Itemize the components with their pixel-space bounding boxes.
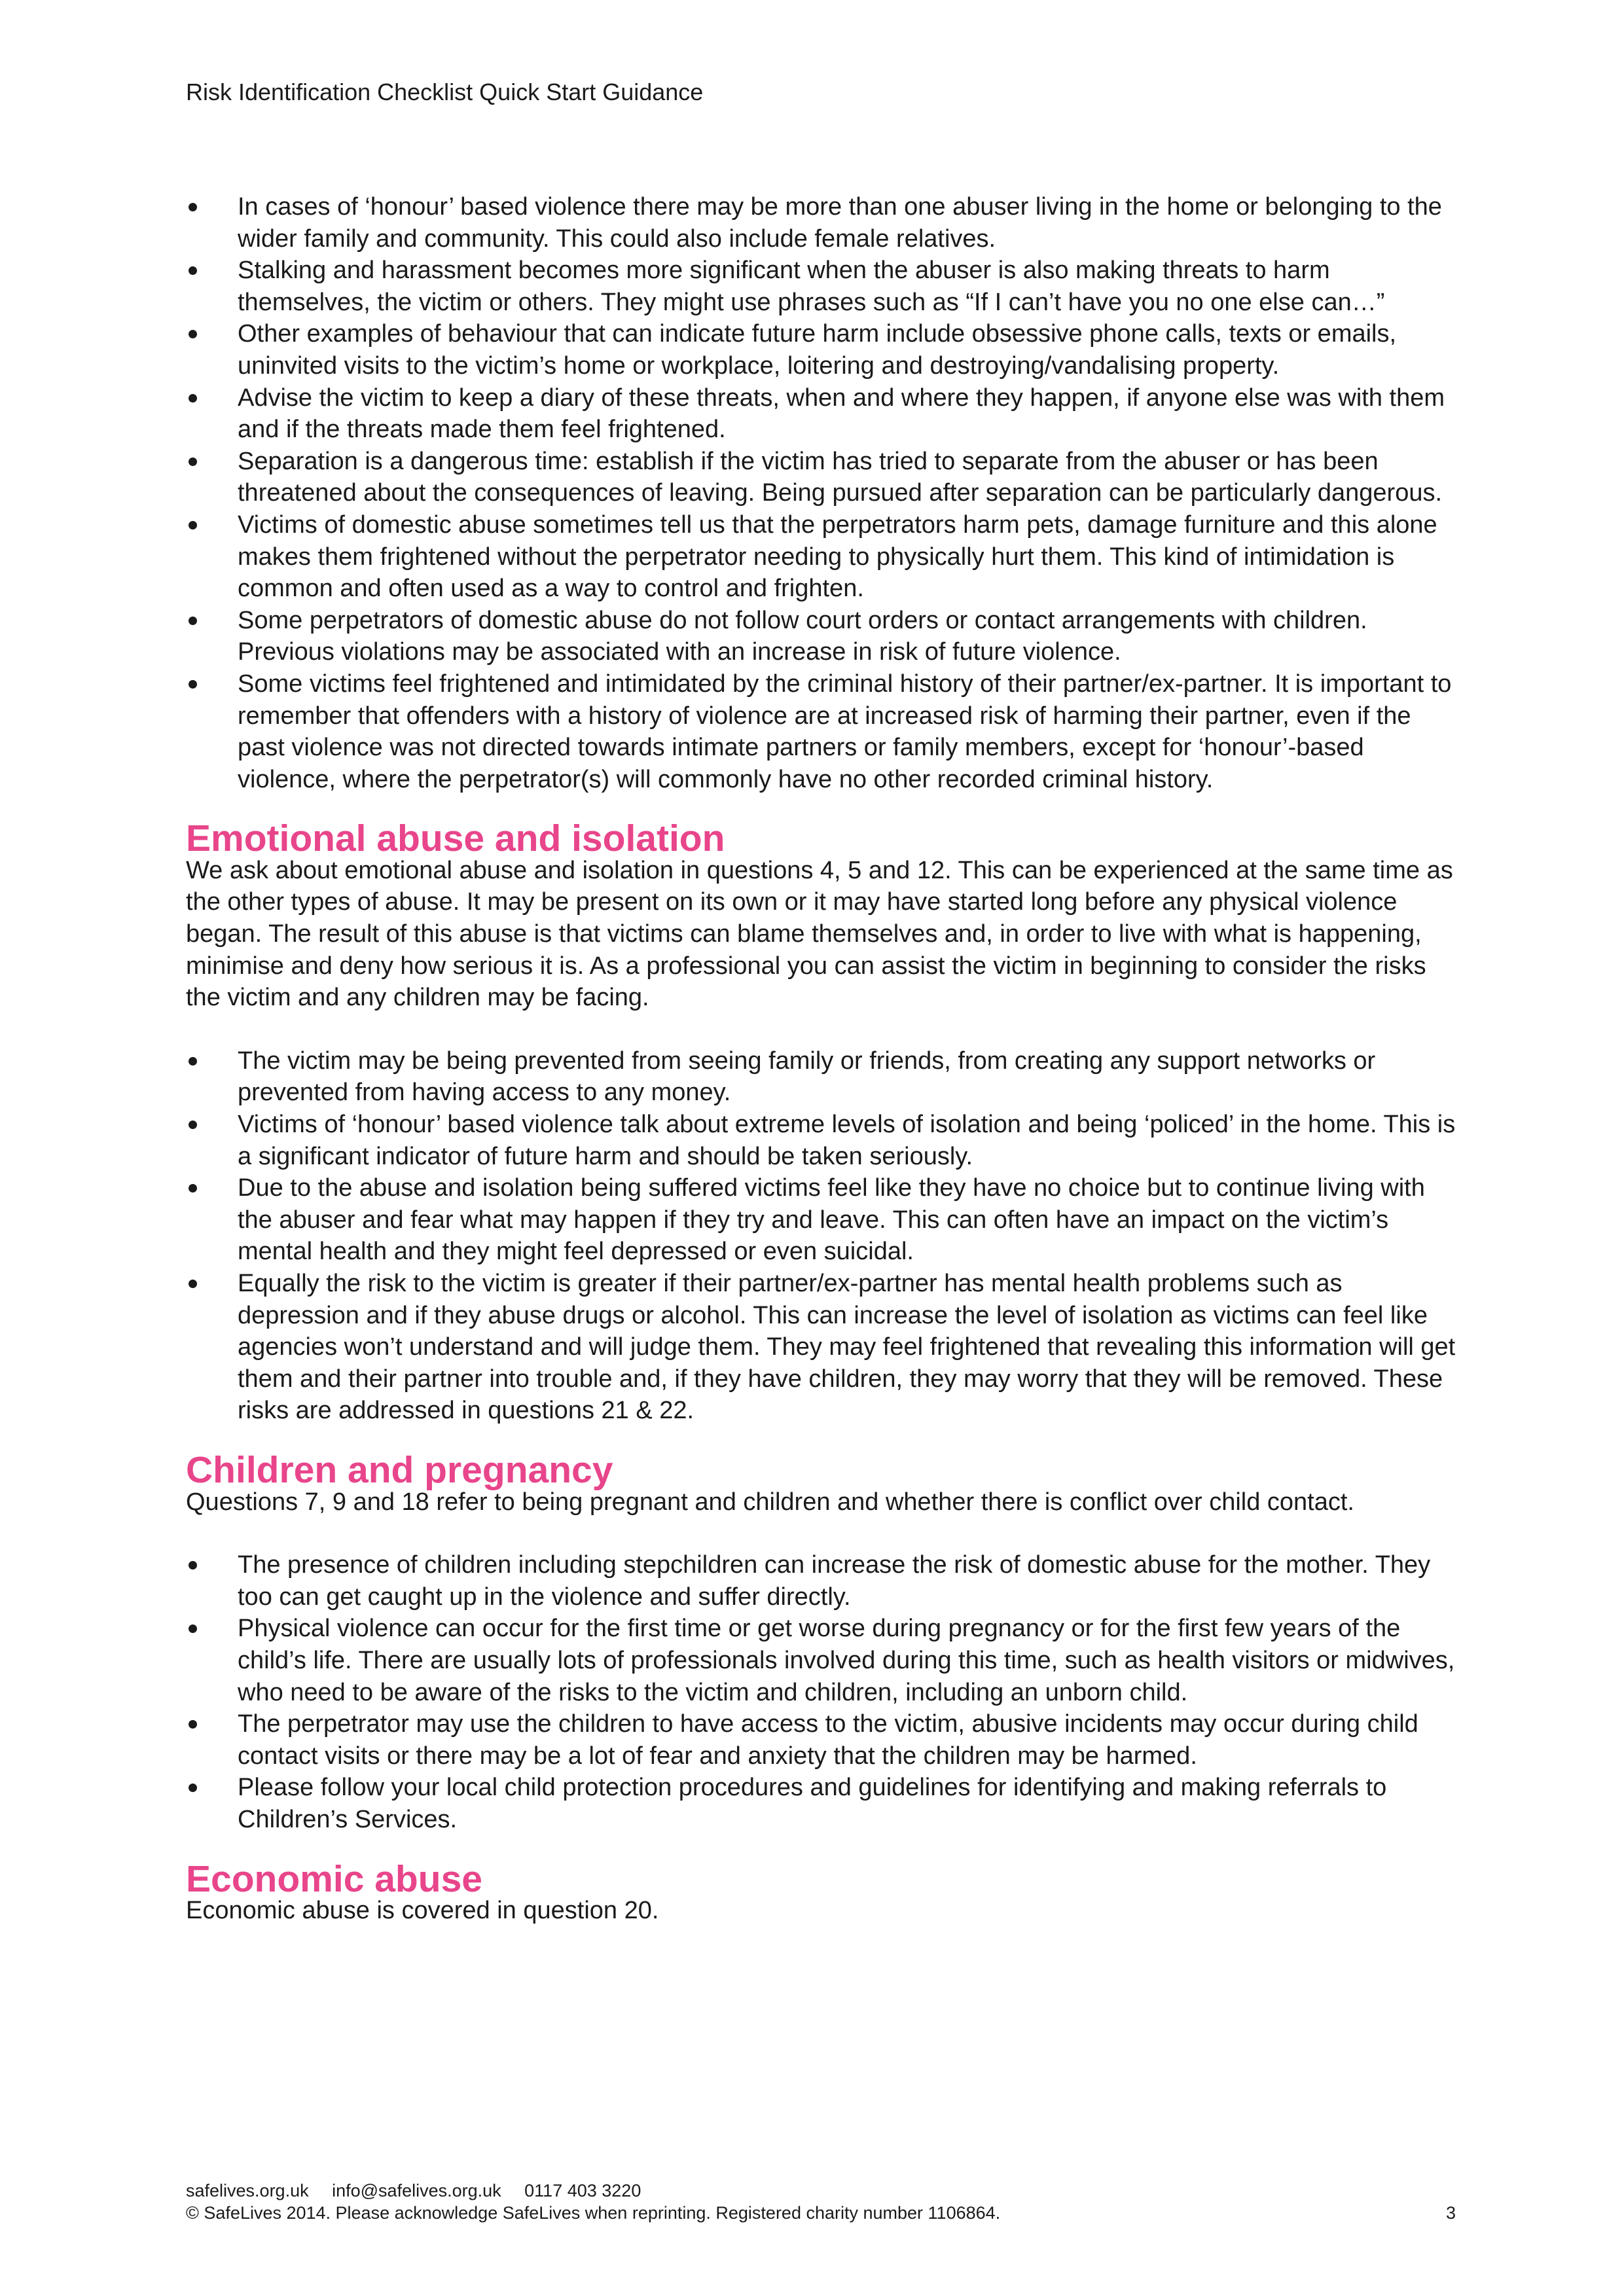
footer-phone: 0117 403 3220 (524, 2181, 641, 2200)
list-item (186, 668, 1456, 795)
list-item (186, 191, 1456, 255)
list-item-text: The presence of children including stepchildren can increase the risk of domestic abuse for the mother. They too can get caught up in the violence and suffer directly. (238, 1551, 1431, 1611)
footer-contact-line (186, 2179, 1456, 2202)
list-item (186, 509, 1456, 605)
list-item-text: Due to the abuse and isolation being suffered victims feel like they have no choice but to continue living with the abuser and fear what may happen if they try and leave. This can often have an impact on the victim’s mental health and they might feel depressed or even suicidal. (238, 1174, 1425, 1266)
list-item-text: Some perpetrators of domestic abuse do not follow court orders or contact arrangements with children. Previous violations may be associated with an increase in risk of future violence. (238, 606, 1367, 666)
list-item-text: In cases of ‘honour’ based violence there may be more than one abuser living in the home or belonging to the wider family and community. This could also include female relatives. (238, 193, 1442, 253)
list-item (186, 1109, 1456, 1172)
page-content (186, 191, 1456, 1927)
page-footer (186, 2179, 1456, 2224)
list-item-text: Advise the victim to keep a diary of these threats, when and where they happen, if anyone else was with them and if the threats made them feel frightened. (238, 384, 1445, 444)
list-item-text: Please follow your local child protection procedures and guidelines for identifying and making referrals to Children’s Services. (238, 1774, 1387, 1833)
list-item-text: Physical violence can occur for the first time or get worse during pregnancy or for the first few years of the child’s life. There are usually lots of professionals involved during this time, such as health visitors or midwives, who need to be aware of the risks to the victim and children, including an unborn child. (238, 1615, 1455, 1706)
list-item (186, 255, 1456, 318)
footer-website-link[interactable]: safelives.org.uk (186, 2181, 309, 2200)
children-pregnancy-paragraph: Questions 7, 9 and 18 refer to being pregnant and children and whether there is conflict over child contact. (186, 1488, 1354, 1516)
section-heading-economic-abuse: Economic abuse (186, 1857, 482, 1900)
economic-abuse-paragraph: Economic abuse is covered in question 20. (186, 1897, 659, 1925)
footer-copyright: © SafeLives 2014. Please acknowledge SafeLives when reprinting. Registered charity number 1106864. (186, 2203, 1001, 2223)
list-item (186, 1268, 1456, 1427)
footer-email-link[interactable]: info@safelives.org.uk (332, 2181, 501, 2200)
list-item (186, 1172, 1456, 1268)
list-item-text: Victims of domestic abuse sometimes tell us that the perpetrators harm pets, damage furniture and this alone makes them frightened without the perpetrator needing to physically hurt them. This kind of intimidation is common and often used as a way to control and frighten. (238, 511, 1437, 603)
page-header-title: Risk Identification Checklist Quick Start Guidance (186, 79, 704, 105)
list-item-text: Equally the risk to the victim is greater if their partner/ex-partner has mental health problems such as depression and if they abuse drugs or alcohol. This can increase the level of isolation as victims can feel like agencies won’t understand and will judge them. They may feel frightened that revealing this information will get them and their partner into trouble and, if they have children, they may worry that they will be removed. These risks are addressed in questions 21 & 22. (238, 1270, 1456, 1425)
list-item-text: Some victims feel frightened and intimidated by the criminal history of their partner/ex-partner. It is important to remember that offenders with a history of violence are at increased risk of harming their partner, even if the past violence was not directed towards intimate partners or family members, except for ‘honour’-based violence, where the perpetrator(s) will commonly have no other recorded criminal history. (238, 670, 1452, 793)
intro-bullet-list (186, 191, 1456, 795)
list-item-text: Separation is a dangerous time: establish if the victim has tried to separate from the abuser or has been threatened about the consequences of leaving. Being pursued after separation can be particularly dangerous. (238, 447, 1443, 507)
list-item (186, 1549, 1456, 1613)
emotional-abuse-paragraph: We ask about emotional abuse and isolation in questions 4, 5 and 12. This can be experienced at the same time as the other types of abuse. It may be present on its own or it may have started long before any physical violence began. The result of this abuse is that victims can blame themselves and, in order to live with what is happening, minimise and deny how serious it is. As a professional you can assist the victim in beginning to consider the risks the victim and any children may be facing. (186, 856, 1453, 1012)
page-number: 3 (1445, 2203, 1456, 2223)
list-item-text: Other examples of behaviour that can indicate future harm include obsessive phone calls, texts or emails, uninvited visits to the victim’s home or workplace, loitering and destroying/vandalising property. (238, 320, 1397, 380)
list-item (186, 1708, 1456, 1772)
emotional-abuse-bullet-list (186, 1045, 1456, 1427)
section-heading-children-pregnancy: Children and pregnancy (186, 1448, 613, 1491)
list-item-text: Stalking and harassment becomes more significant when the abuser is also making threats to harm themselves, the victim or others. They might use phrases such as “If I can’t have you no one else can…” (238, 257, 1385, 316)
children-pregnancy-bullet-list (186, 1549, 1456, 1835)
list-item-text: The perpetrator may use the children to have access to the victim, abusive incidents may occur during child contact visits or there may be a lot of fear and anxiety that the children may be harmed. (238, 1710, 1418, 1770)
list-item (186, 446, 1456, 509)
list-item (186, 1045, 1456, 1109)
list-item (186, 1613, 1456, 1708)
section-heading-emotional-abuse: Emotional abuse and isolation (186, 817, 725, 860)
list-item-text: The victim may be being prevented from seeing family or friends, from creating any support networks or prevented from having access to any money. (238, 1047, 1376, 1107)
list-item (186, 1772, 1456, 1835)
list-item (186, 318, 1456, 382)
list-item-text: Victims of ‘honour’ based violence talk about extreme levels of isolation and being ‘policed’ in the home. This is a significant indicator of future harm and should be taken seriously. (238, 1111, 1456, 1170)
list-item (186, 605, 1456, 668)
list-item (186, 382, 1456, 446)
